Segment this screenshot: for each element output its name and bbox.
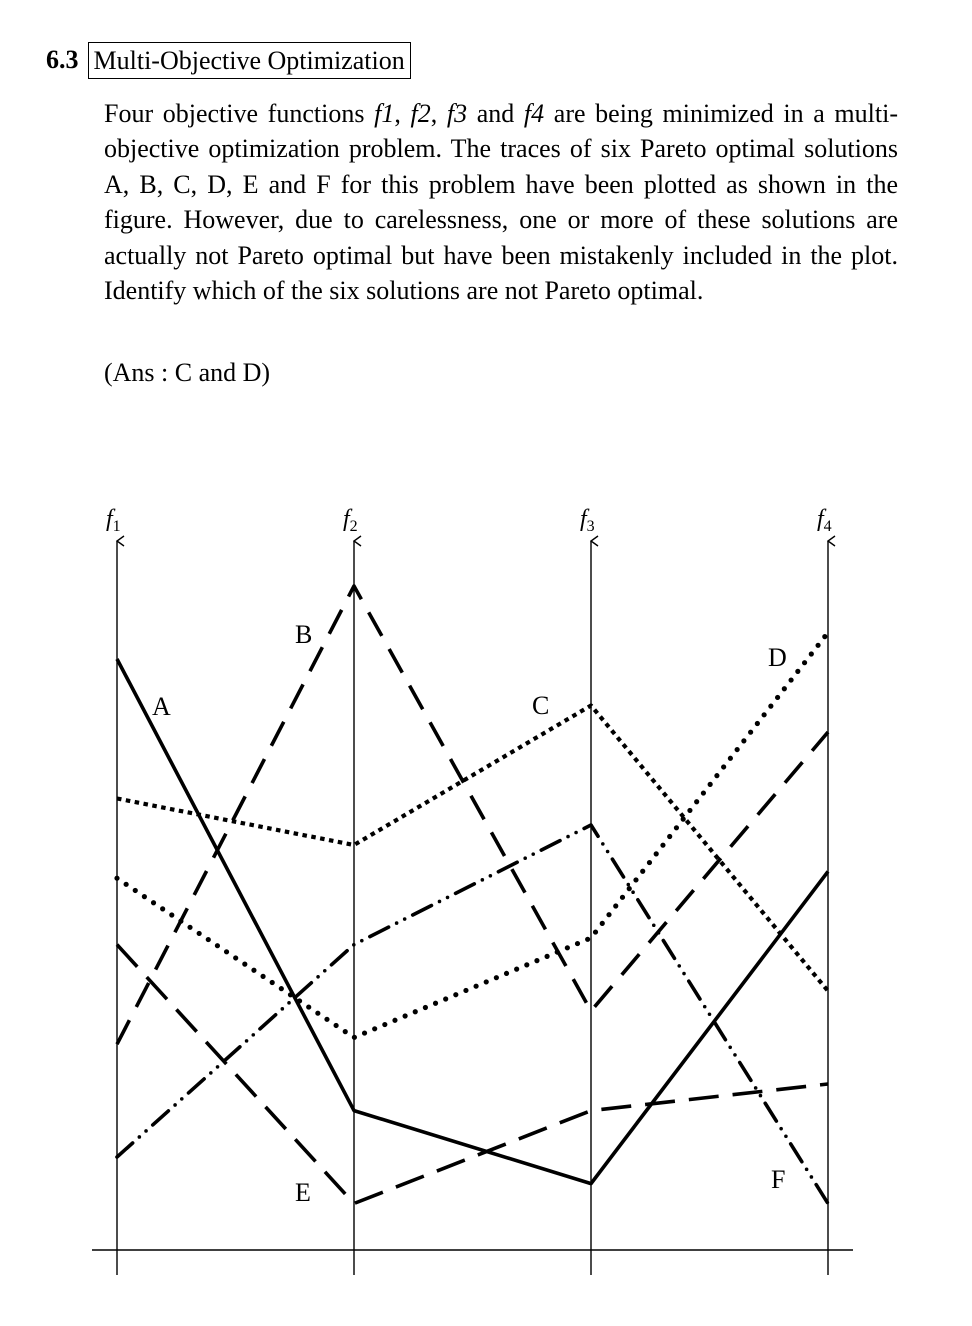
axis-label-f1: $f_1$ xyxy=(106,506,121,535)
solution-traces xyxy=(117,586,828,1204)
problem-text-start: Four objective functions xyxy=(104,99,375,128)
inline-f2: f2 xyxy=(410,99,431,128)
axis-label-f4: $f_4$ xyxy=(817,506,832,535)
inline-f1: f1 xyxy=(374,99,395,128)
label-B: B xyxy=(295,620,313,649)
inline-f3: f3 xyxy=(446,99,468,128)
section-number: 6.3 xyxy=(46,45,79,74)
answer-line: (Ans : C and D) xyxy=(104,358,271,387)
inline-f4: f4 xyxy=(523,99,545,128)
axis-label-f2: $f_2$ xyxy=(343,506,358,535)
label-F: F xyxy=(771,1165,786,1194)
label-E: E xyxy=(295,1178,311,1207)
label-D: D xyxy=(768,643,787,672)
trace-C xyxy=(117,706,828,992)
section-title: Multi-Objective Optimization xyxy=(88,42,411,79)
trace-E xyxy=(117,945,828,1204)
trace-B xyxy=(117,586,828,1044)
trace-A xyxy=(117,659,828,1184)
axes xyxy=(117,541,828,1275)
problem-text-rest: are being minimized in a multi-objective optimization problem. The traces of six Pareto optimal solutions A, B, C, D, E and F for this problem have been plotted as shown in the figure. However, due to carelessness, one or more of these solutions are actually not Pareto optimal but have been mistakenly included in the plot. Identify which of the six solutions are not Pareto optimal. xyxy=(104,99,898,306)
problem-statement: Four objective functions f1, f2, f3 and f4 are being minimized in a multi-objective optimization problem. The traces of six Pareto optimal solutions A, B, C, D, E and F for this problem have been plotted as shown in the figure. However, due to carelessness, one or more of these solutions are actually not Pareto optimal but have been mistakenly included in the plot. Identify which of the six solutions are not Pareto optimal. xyxy=(104,99,898,306)
label-C: C xyxy=(532,691,550,720)
axis-label-f3: $f_3$ xyxy=(580,506,595,535)
label-A: A xyxy=(152,692,171,721)
